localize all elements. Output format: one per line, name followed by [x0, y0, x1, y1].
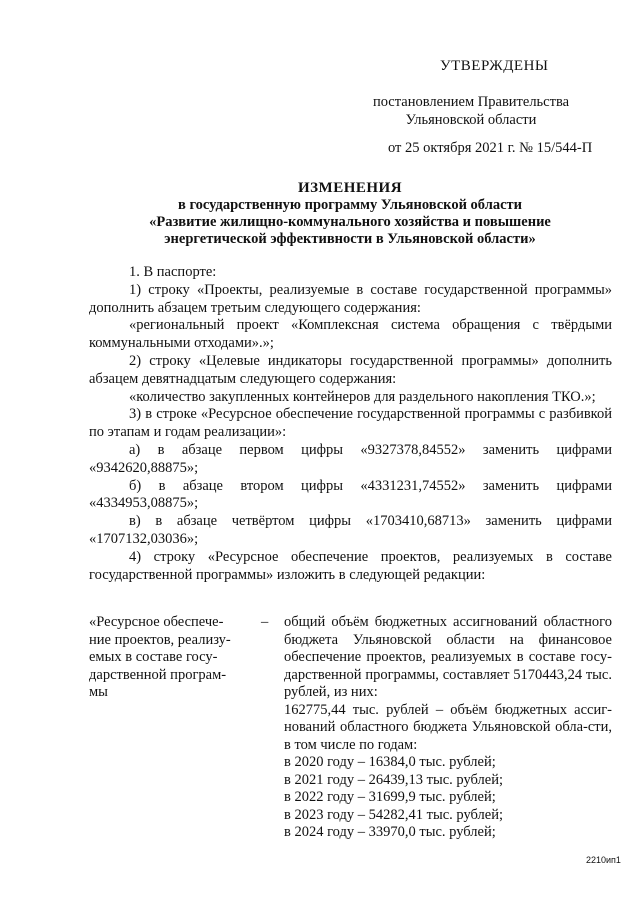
resource-line: в 2021 году – 26439,13 тыс. рублей; — [284, 771, 504, 788]
resource-table-label: «Ресурсное обеспече-ние проектов, реализу-емых в составе госу-дарственной програм-мы — [89, 614, 231, 700]
paragraph: «количество закупленных контейнеров для раздельного накопления ТКО.»; — [129, 388, 596, 405]
paragraph: 3) в строке «Ресурсное обеспечение государственной программы с разбивкой по этапам и годам реализации»: — [89, 406, 612, 441]
decree-line-2: Ульяновской области — [405, 112, 537, 128]
resource-table-content — [284, 614, 612, 842]
paragraph: 4) строку «Ресурсное обеспечение проектов, реализуемых в составе государственной программы» изложить в следующей редакции: — [89, 548, 612, 583]
resource-line: в 2022 году – 31699,9 тыс. рублей; — [284, 789, 496, 805]
paragraph: 2) строку «Целевые индикаторы государственной программы» дополнить абзацем девятнадцатым следующего содержания: — [89, 352, 612, 387]
title-line-3: «Развитие жилищно-коммунального хозяйства и повышение — [149, 214, 551, 230]
decree-date: от 25 октября 2021 г. № 15/544-П — [388, 140, 593, 156]
resource-line: в 2020 году – 16384,0 тыс. рублей; — [284, 754, 496, 770]
title-line-4: энергетической эффективности в Ульяновской области» — [164, 231, 536, 247]
document-title — [90, 180, 610, 248]
title-line-2: в государственную программу Ульяновской области — [177, 197, 522, 213]
resource-line: в 2024 году – 33970,0 тыс. рублей; — [284, 824, 496, 840]
approved-stamp: УТВЕРЖДЕНЫ — [440, 58, 549, 74]
resource-line: в 2023 году – 54282,41 тыс. рублей; — [284, 806, 504, 823]
resource-table-dash: – — [261, 614, 269, 630]
footer-code: 2210ип1 — [586, 855, 621, 865]
paragraph: «региональный проект «Комплексная система обращения с твёрдыми коммунальными отходами».»; — [89, 317, 612, 352]
resource-line: общий объём бюджетных ассигнований областного бюджета Ульяновской области на финансовое обеспечение проектов, реализуемых в составе госу-дарственной программы, составляет 5170443,24 тыс. рублей, из них: — [284, 614, 612, 700]
paragraph: в) в абзаце четвёртом цифры «1703410,68713» заменить цифрами «1707132,03036»; — [89, 513, 612, 547]
document-body — [89, 264, 612, 584]
paragraph: а) в абзаце первом цифры «9327378,84552» заменить цифрами «9342620,88875»; — [89, 441, 612, 476]
decree-reference — [340, 93, 602, 129]
paragraph: б) в абзаце втором цифры «4331231,74552» заменить цифрами «4334953,08875»; — [89, 477, 612, 512]
title-line-1: ИЗМЕНЕНИЯ — [297, 180, 403, 196]
paragraph: 1. В паспорте: — [129, 264, 217, 280]
paragraph: 1) строку «Проекты, реализуемые в составе государственной программы» дополнить абзацем третьим следующего содержания: — [89, 281, 612, 316]
resource-line: 162775,44 тыс. рублей – объём бюджетных ассиг-нований областного бюджета Ульяновской обла-сти, в том числе по годам: — [284, 701, 612, 753]
decree-line-1: постановлением Правительства — [372, 94, 570, 110]
